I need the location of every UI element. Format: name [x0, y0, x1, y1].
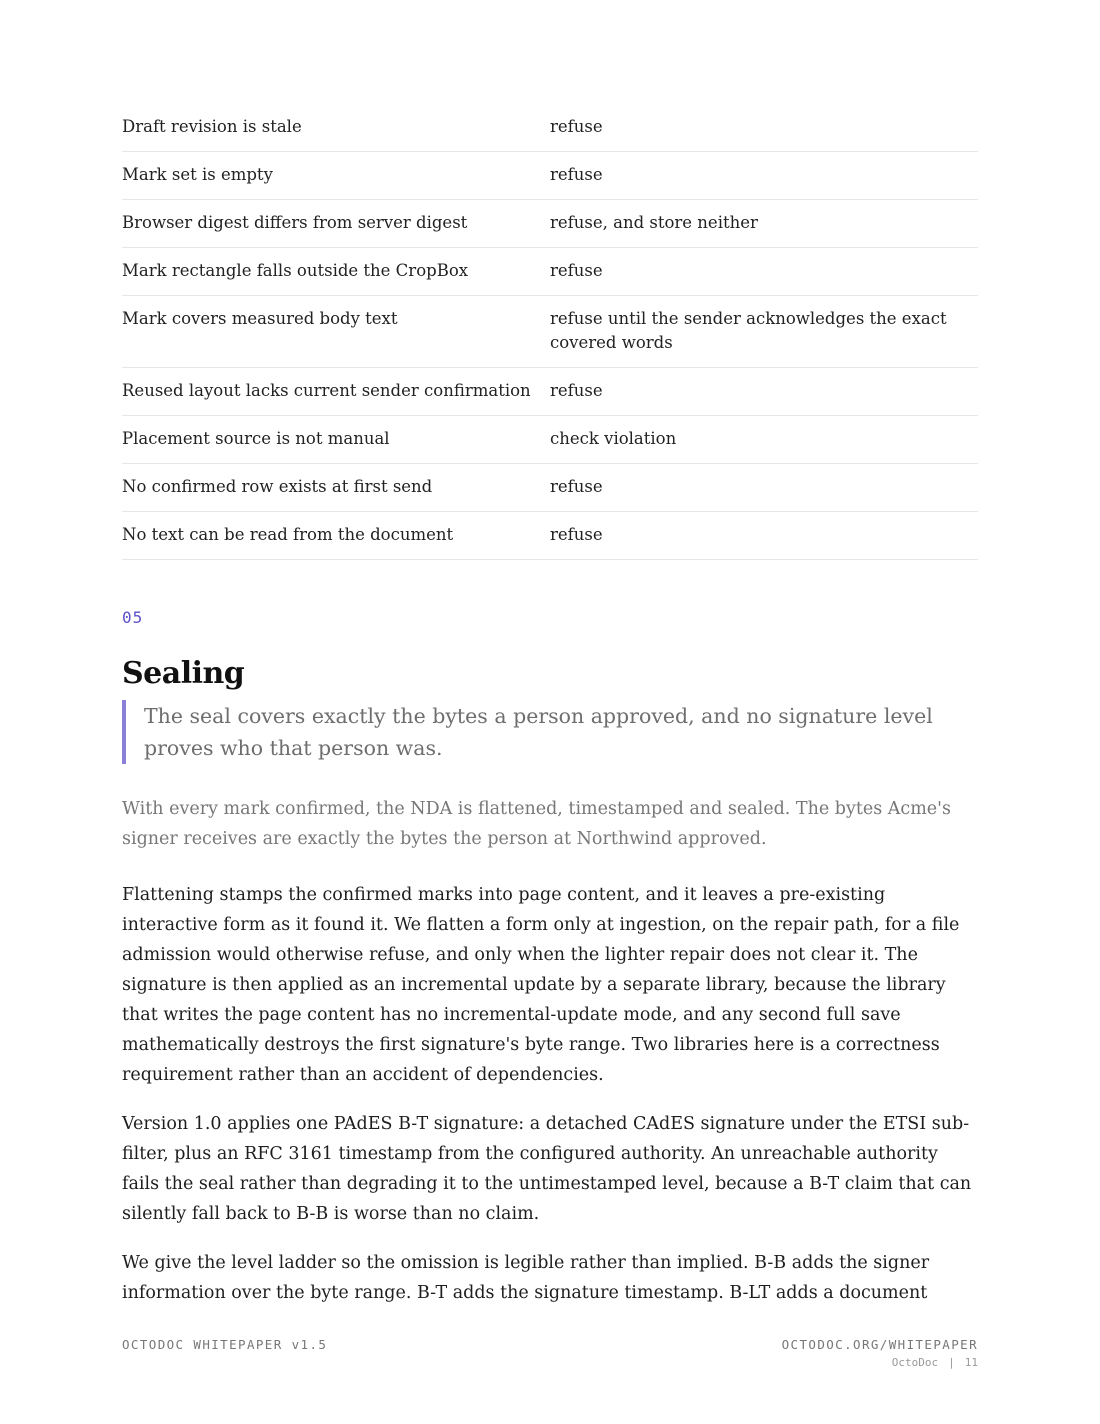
row-action: refuse until the sender acknowledges the exact covered words: [550, 296, 978, 368]
table-row: [122, 464, 978, 512]
pull-quote: The seal covers exactly the bytes a person approved, and no signature level proves who that person was.: [122, 700, 978, 764]
lead-paragraph: With every mark confirmed, the NDA is flattened, timestamped and sealed. The bytes Acme's signer receives are exactly the bytes the person at Northwind approved.: [122, 799, 951, 849]
row-condition: Mark covers measured body text: [122, 296, 550, 368]
row-condition: Reused layout lacks current sender confirmation: [122, 368, 550, 416]
footer-right: [782, 1337, 978, 1371]
footer-doc-title: OCTODOC WHITEPAPER v1.5: [122, 1337, 328, 1352]
row-action: refuse: [550, 512, 978, 560]
page-number: 11: [964, 1356, 978, 1369]
row-condition: Mark set is empty: [122, 152, 550, 200]
row-action: refuse: [550, 368, 978, 416]
body-paragraph-3: We give the level ladder so the omission is legible rather than implied. B-B adds the signer information over the byte range. B-T adds the signature timestamp. B-LT adds a document: [122, 1253, 930, 1303]
row-condition: Placement source is not manual: [122, 416, 550, 464]
table-row: [122, 152, 978, 200]
body-paragraph-2: Version 1.0 applies one PAdES B-T signature: a detached CAdES signature under the ETSI sub-filter, plus an RFC 3161 timestamp from the configured authority. An unreachable authority fails the seal rather than degrading it to the untimestamped level, because a B-T claim that can silently fall back to B-B is worse than no claim.: [122, 1114, 972, 1224]
footer-separator: |: [948, 1356, 955, 1369]
section-number: 05: [122, 608, 144, 627]
row-condition: No confirmed row exists at first send: [122, 464, 550, 512]
table-row: [122, 296, 978, 368]
row-action: check violation: [550, 416, 978, 464]
footer-url-link[interactable]: OCTODOC.ORG/WHITEPAPER: [781, 1337, 978, 1352]
table-row: [122, 368, 978, 416]
rules-table-body: [122, 104, 978, 560]
rules-table: [122, 104, 978, 560]
row-condition: No text can be read from the document: [122, 512, 550, 560]
row-action: refuse: [550, 152, 978, 200]
table-row: [122, 248, 978, 296]
page-content: [122, 104, 978, 1327]
table-row: [122, 104, 978, 152]
row-action: refuse: [550, 464, 978, 512]
table-row: [122, 200, 978, 248]
footer-brand: OctoDoc: [891, 1356, 939, 1369]
section-title: Sealing: [122, 656, 245, 691]
footer-meta: [782, 1355, 978, 1371]
row-action: refuse: [550, 104, 978, 152]
row-condition: Browser digest differs from server digest: [122, 200, 550, 248]
row-action: refuse, and store neither: [550, 200, 978, 248]
row-condition: Draft revision is stale: [122, 104, 550, 152]
body-paragraph-1: Flattening stamps the confirmed marks into page content, and it leaves a pre-existing interactive form as it found it. We flatten a form only at ingestion, on the repair path, for a file admission would otherwise refuse, and only when the lighter repair does not clear it. The signature is then applied as an incremental update by a separate library, because the library that writes the page content has no incremental-update mode, and any second full save mathematically destroys the first signature's byte range. Two libraries here is a correctness requirement rather than an accident of dependencies.: [122, 885, 960, 1085]
row-action: refuse: [550, 248, 978, 296]
row-condition: Mark rectangle falls outside the CropBox: [122, 248, 550, 296]
table-row: [122, 416, 978, 464]
table-row: [122, 512, 978, 560]
